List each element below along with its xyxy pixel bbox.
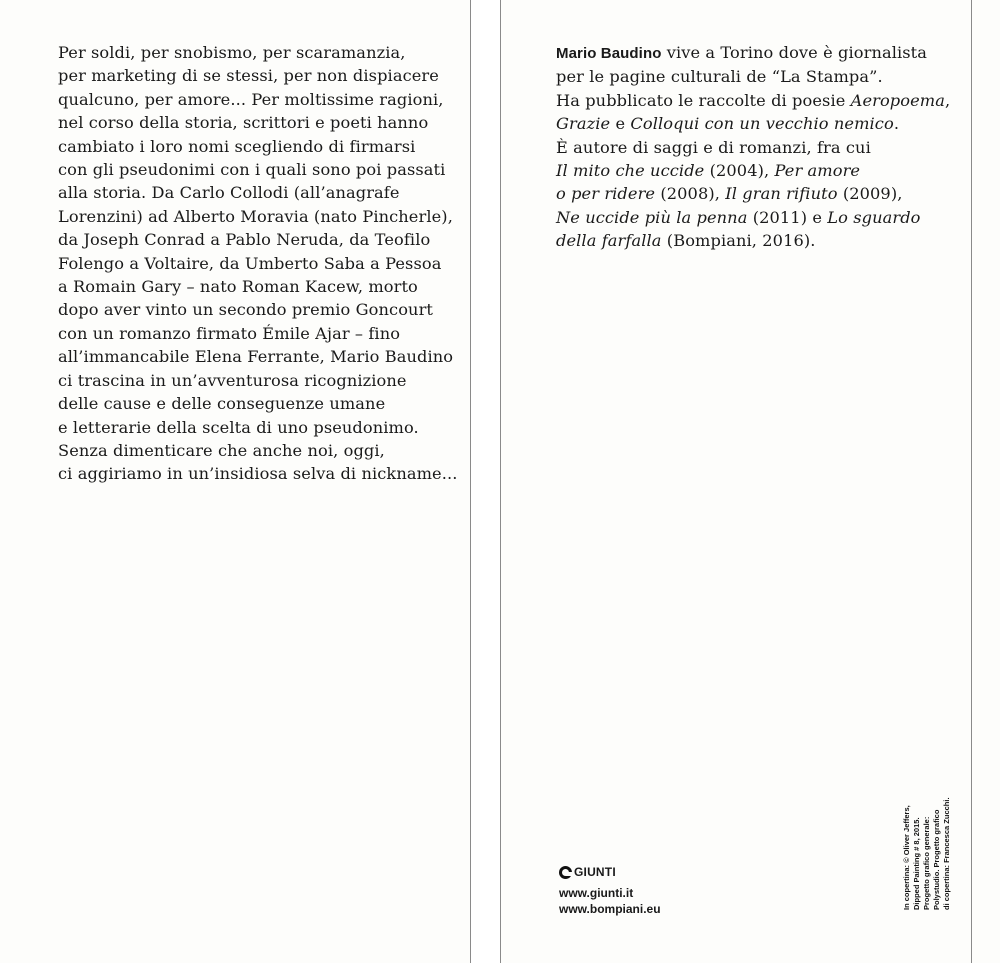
blurb-line: all’immancabile Elena Ferrante, Mario Baudino [58,347,454,367]
blurb-line: Folengo a Voltaire, da Umberto Saba a Pessoa [58,253,442,273]
bio-text: vive a Torino dove è giornalista [661,43,928,62]
book-title: o per ridere [556,184,656,204]
credit-line: Polystudio. Progetto grafico [932,809,941,910]
bio-text: , [945,90,951,110]
credit-line: Progetto grafico generale: [922,816,931,910]
book-title: Grazie [556,114,611,134]
blurb-line: ci aggiriamo in un’insidiosa selva di nickname... [58,464,458,484]
blurb-line: cambiato i loro nomi scegliendo di firmarsi [58,136,416,156]
blurb-line: nel corso della storia, scrittori e poeti hanno [58,113,429,133]
blurb-line: da Joseph Conrad a Pablo Neruda, da Teofilo [58,230,431,250]
book-blurb [58,41,458,486]
fold-line [500,0,501,963]
bio-text: (2004), [704,161,775,181]
bio-text: e [610,114,631,134]
blurb-line: alla storia. Da Carlo Collodi (all’anagrafe [58,183,400,203]
bio-line [556,159,956,182]
bio-line: per le pagine culturali de “La Stampa”. [556,67,883,87]
edge-strip [972,0,1000,963]
blurb-line: Lorenzini) ad Alberto Moravia (nato Pincherle), [58,206,453,226]
blurb-line: per marketing di se stessi, per non dispiacere [58,66,439,86]
author-bio [556,41,956,253]
bio-line [556,229,956,252]
book-title: Il mito che uccide [556,161,705,181]
credit-line: In copertina: © Oliver Jeffers, [902,805,911,910]
book-title: Aeropoema [850,90,945,110]
author-name: Mario Baudino [556,45,662,62]
bio-text: . [893,114,900,134]
fold-line [971,0,972,963]
blurb-line: con gli pseudonimi con i quali sono poi passati [58,160,446,180]
giunti-logo [559,865,661,879]
bio-line [556,41,956,65]
bio-line [556,112,956,135]
book-title: Colloqui con un vecchio nemico [630,114,894,134]
logo-wordmark: GIUNTI [574,865,616,879]
blurb-line: dopo aver vinto un secondo premio Goncourt [58,300,434,320]
blurb-line: Senza dimenticare che anche noi, oggi, [58,440,385,460]
bio-text: (2008), [655,184,726,204]
bio-line [556,89,956,112]
blurb-line: ci trascina in un’avventurosa ricognizione [58,370,407,390]
blurb-line: con un romanzo firmato Émile Ajar – fino [58,323,401,343]
giunti-logo-icon [559,866,572,879]
blurb-line: a Romain Gary – nato Roman Kacew, morto [58,277,418,297]
credit-line: Dipped Painting # 8, 2015. [912,817,921,910]
blurb-line: Per soldi, per snobismo, per scaramanzia, [58,43,406,62]
website-bompiani: www.bompiani.eu [559,902,661,916]
book-title: Lo sguardo [827,207,921,227]
bio-line: È autore di saggi e di romanzi, fra cui [556,137,871,157]
website-giunti: www.giunti.it [559,886,634,900]
cover-credits [902,797,962,910]
book-title: Il gran rifiuto [725,184,838,204]
bio-text: Ha pubblicato le raccolte di poesie [556,90,851,110]
blurb-line: delle cause e delle conseguenze umane [58,394,386,414]
fold-line [470,0,471,963]
book-title: della farfalla [556,231,662,251]
bio-text: (2011) e [747,207,828,227]
credits-text [902,797,952,910]
blurb-line: e letterarie della scelta di uno pseudonimo. [58,417,419,437]
publisher-block [559,865,661,917]
bio-line [556,182,956,205]
bio-text: (Bompiani, 2016). [661,231,816,251]
book-title: Ne uccide più la penna [556,207,748,227]
book-title: Per amore [774,161,861,181]
bio-text: (2009), [837,184,903,204]
bio-line [556,206,956,229]
credit-line: di copertina: Francesca Zucchi. [942,797,951,910]
blurb-line: qualcuno, per amore... Per moltissime ragioni, [58,89,444,109]
